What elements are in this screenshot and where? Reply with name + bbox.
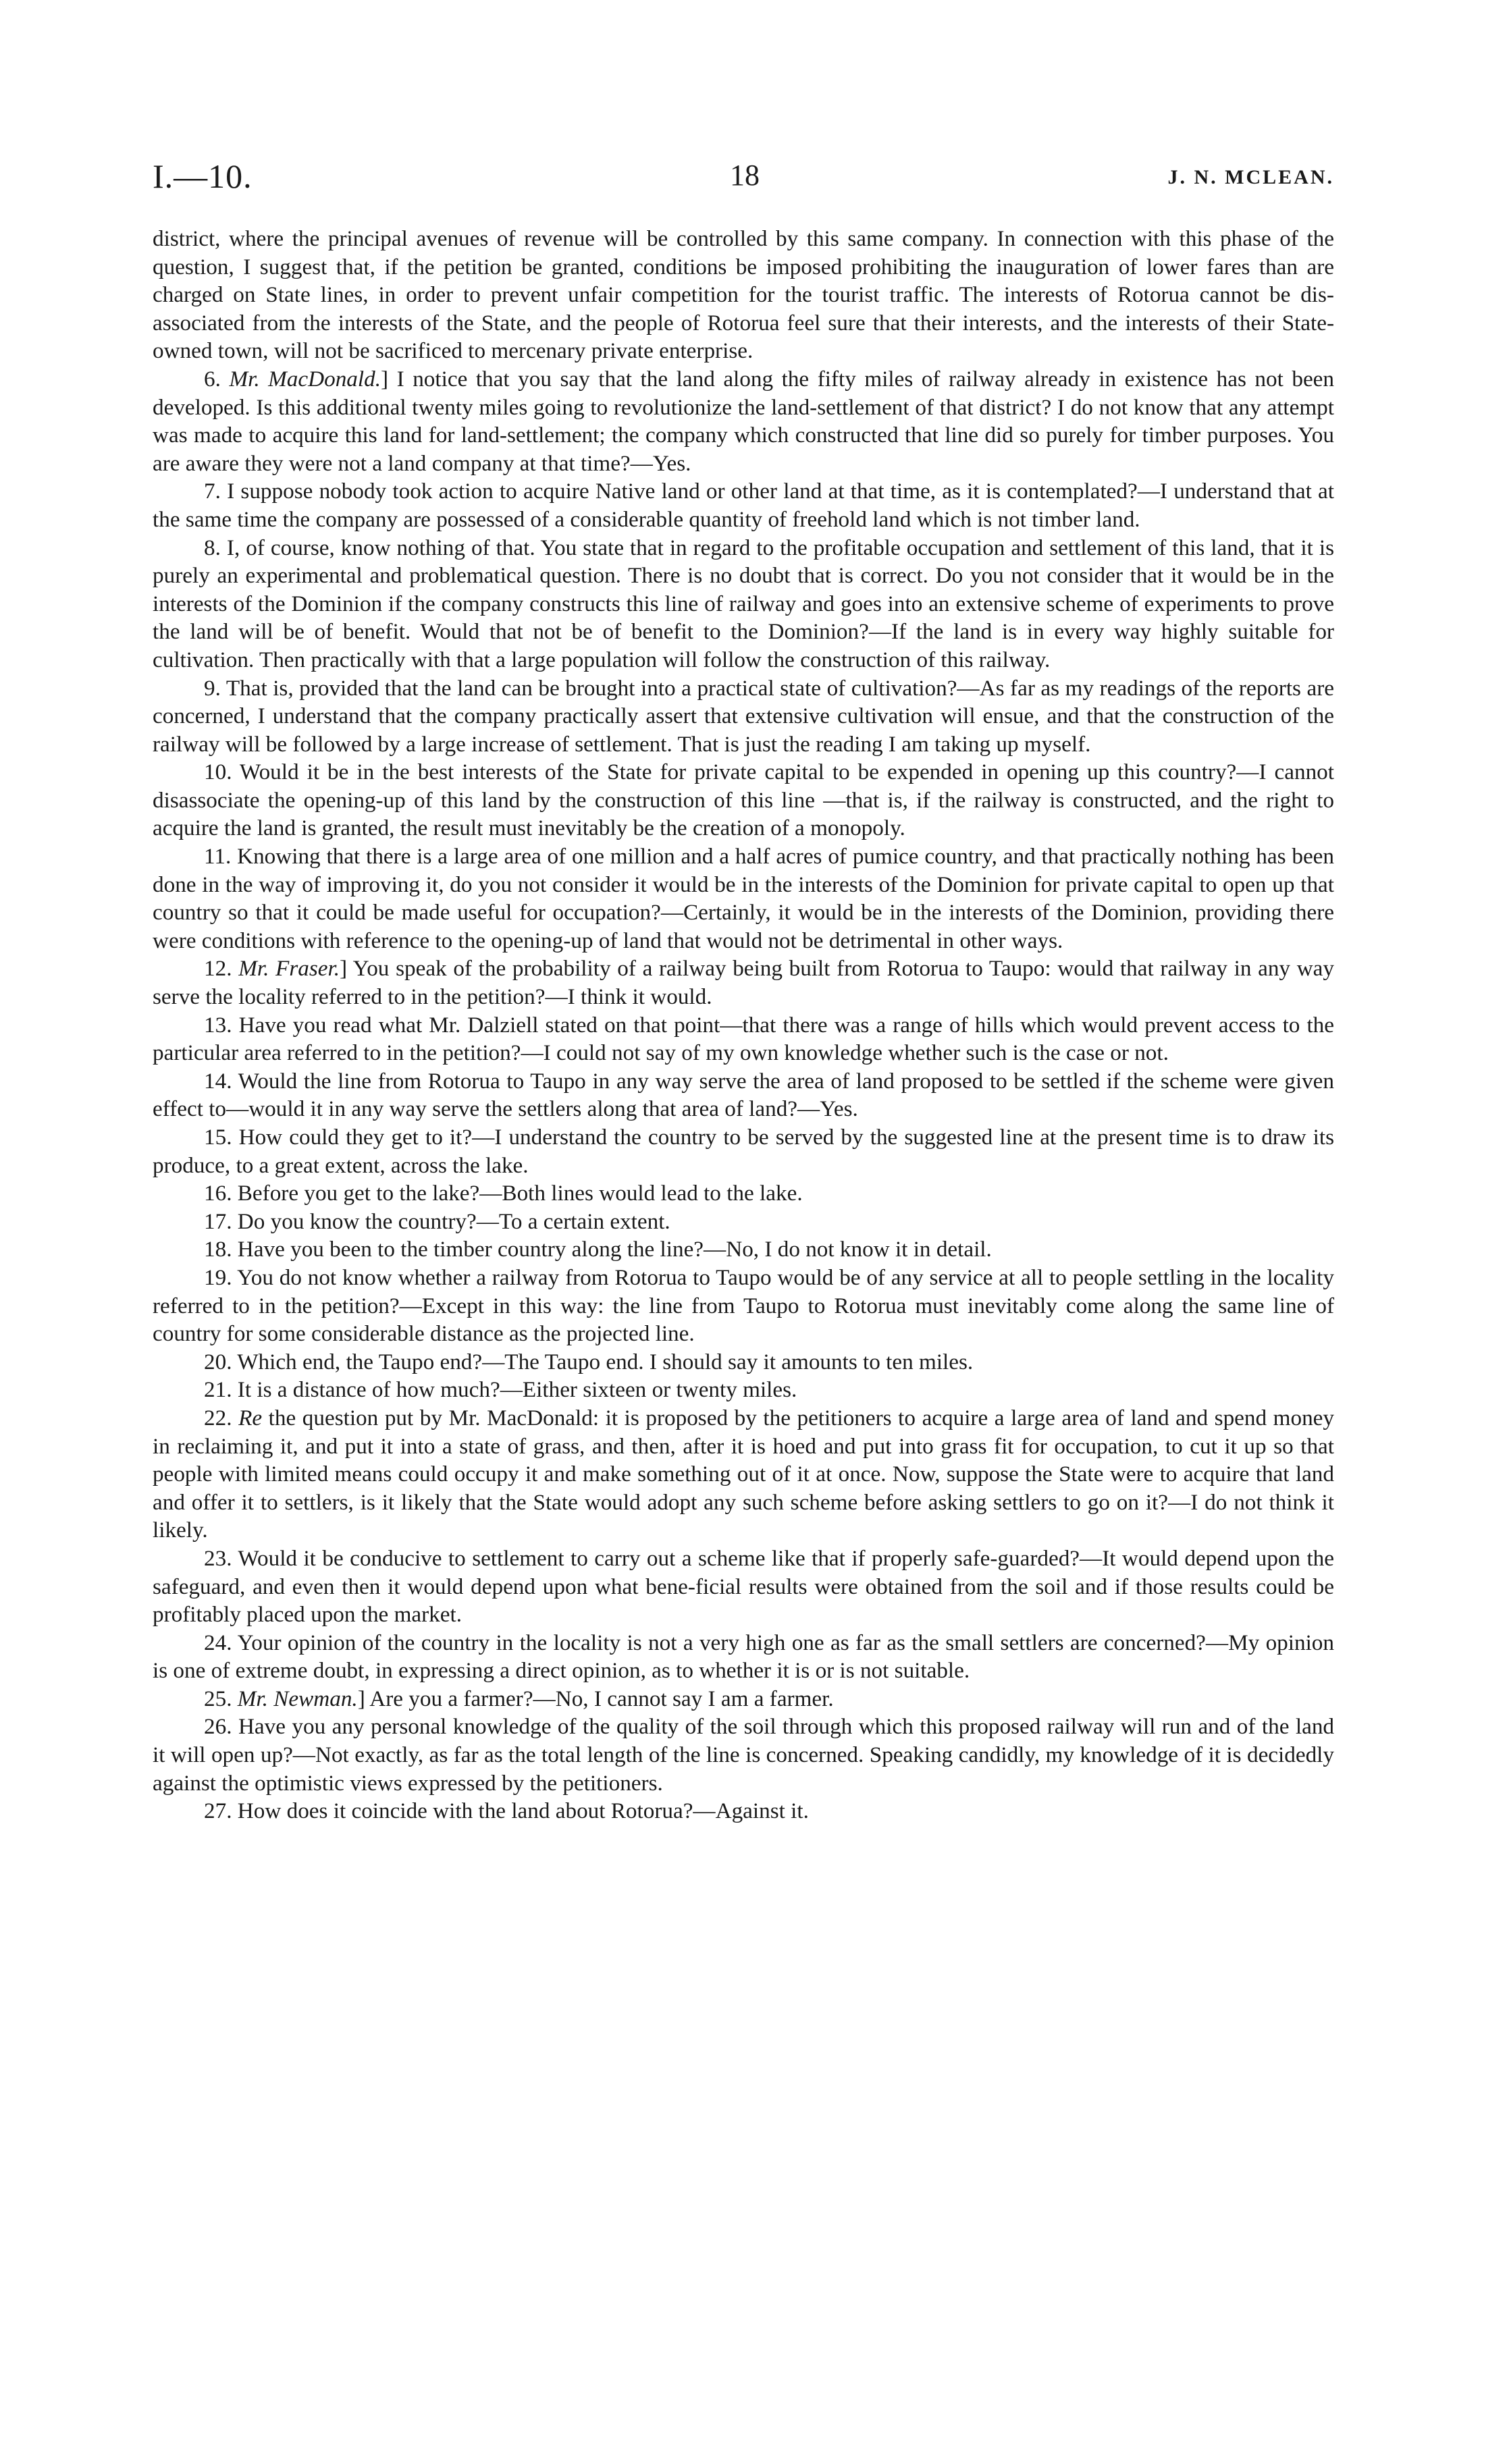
question-paragraph bbox=[153, 365, 1334, 477]
paper-reference: I.—10. bbox=[153, 157, 253, 195]
question-paragraph bbox=[153, 758, 1334, 842]
question-paragraph bbox=[153, 1067, 1334, 1123]
question-number: 23. bbox=[204, 1545, 232, 1571]
paragraph-text: I suppose nobody took action to acquire Native land or other land at that time, as it is contemplated?—I understand that at the same time the company are possessed of a considerable quantity of freehold land which is not timber land. bbox=[153, 479, 1334, 532]
question-number: 25. bbox=[204, 1686, 232, 1711]
question-number: 27. bbox=[204, 1798, 232, 1824]
paragraph-text: Which end, the Taupo end?—The Taupo end. I should say it amounts to ten miles. bbox=[237, 1349, 974, 1374]
question-paragraph bbox=[153, 1404, 1334, 1545]
paragraph-text: I notice that you say that the land along the fifty miles of railway already in existence has not been developed. Is this additional twenty miles going to revolutionize the land-settlement of that district? I do not know that any attempt was made to acquire this land for land-settlement; the company which constructed that line did so purely for timber purposes. You are aware they were not a land company at that time?—Yes. bbox=[153, 366, 1335, 476]
question-number: 12. bbox=[204, 956, 232, 982]
question-paragraph bbox=[153, 674, 1334, 759]
question-number: 22. bbox=[204, 1405, 232, 1430]
question-number: 19. bbox=[204, 1264, 232, 1290]
paragraph-text: Would it be in the best interests of the State for private capital to be expended in opening up this country?—I cannot disassociate the opening-up of this land by the construction of this line —that is, if the railway is constructed, and the right to acquire the land is granted, the result must inevitably be the creation of a monopoly. bbox=[153, 759, 1334, 841]
paragraph-text: Would it be conducive to settlement to carry out a scheme like that if properly safe-guarded?—It would depend upon the safeguard, and even then it would depend upon what bene-ficial results were obtained from the soil and if those results could be profitably placed upon the market. bbox=[153, 1545, 1334, 1628]
page-header bbox=[153, 157, 1334, 197]
question-paragraph bbox=[153, 477, 1334, 533]
testimony-body bbox=[153, 225, 1334, 1825]
paragraph-text: I, of course, know nothing of that. You state that in regard to the profitable occupation and settlement of this land, that it is purely an experimental and problematical question. There is no doubt that is correct. Do you not consider that it would be in the interests of the Dominion if the company constructs this line of railway and goes into an extensive scheme of experiments to prove the land will be of benefit. Would that not be of benefit to the Dominion?—If the land is in every way highly suitable for cultivation. Then practically with that a large population will follow the construction of this railway. bbox=[153, 535, 1335, 672]
question-number: 18. bbox=[204, 1237, 232, 1262]
question-paragraph bbox=[153, 1545, 1334, 1629]
paragraph-text: Do you know the country?—To a certain extent. bbox=[237, 1208, 670, 1234]
speaker-bracket: ] bbox=[340, 956, 348, 982]
paragraph-text: That is, provided that the land can be brought into a practical state of cultivation?—As far as my readings of the reports are concerned, I understand that the company practically assert that extensive cultivation will ensue, and that the construction of the railway will be followed by a large increase of settlement. That is just the reading I am taking up myself. bbox=[153, 675, 1335, 757]
speaker-name: Mr. Fraser. bbox=[238, 956, 340, 982]
question-paragraph bbox=[153, 955, 1334, 1011]
question-paragraph bbox=[153, 1713, 1334, 1797]
paragraph-text: How could they get to it?—I understand the country to be served by the suggested line at the present time is to draw its produce, to a great extent, across the lake. bbox=[153, 1125, 1335, 1178]
paragraph-text: Have you been to the timber country along the line?—No, I do not know it in detail. bbox=[237, 1237, 992, 1262]
speaker-name: Re bbox=[238, 1405, 263, 1430]
paragraph-text: It is a distance of how much?—Either sixteen or twenty miles. bbox=[237, 1377, 797, 1403]
question-number: 21. bbox=[204, 1377, 232, 1403]
question-paragraph bbox=[153, 1235, 1334, 1264]
question-number: 10. bbox=[204, 759, 232, 785]
speaker-bracket: ] bbox=[357, 1686, 365, 1711]
speaker-bracket: ] bbox=[381, 366, 389, 392]
question-paragraph bbox=[153, 1179, 1334, 1208]
question-number: 16. bbox=[204, 1181, 232, 1206]
question-number: 20. bbox=[204, 1349, 232, 1374]
paragraph-text: Knowing that there is a large area of one million and a half acres of pumice country, and that practically nothing has been done in the way of improving it, do you not consider it would be in the interests of the Dominion for private capital to open up that country so that it could be made useful for occupation?—Certainly, it would be in the interests of the Dominion, providing there were conditions with reference to the opening-up of land that would not be detrimental in other ways. bbox=[153, 844, 1334, 953]
paragraph-text: You do not know whether a railway from Rotorua to Taupo would be of any service at all to people settling in the locality referred to in the petition?—Except in this way: the line from Taupo to Rotorua must inevitably come along the same line of country for some considerable distance as the projected line. bbox=[153, 1264, 1334, 1347]
question-paragraph bbox=[153, 1685, 1334, 1713]
question-paragraph bbox=[153, 1348, 1334, 1376]
paragraph-text: Have you any personal knowledge of the quality of the soil through which this proposed railway will run and of the land it will open up?—Not exactly, as far as the total length of the line is concerned. Speaking candidly, my knowledge of it is decidedly against the optimistic views expressed by the petitioners. bbox=[153, 1714, 1335, 1796]
paragraph-text: How does it coincide with the land about Rotorua?—Against it. bbox=[237, 1798, 809, 1824]
question-paragraph bbox=[153, 1629, 1334, 1685]
question-number: 24. bbox=[204, 1630, 232, 1655]
page-number: 18 bbox=[730, 159, 760, 192]
speaker-name: Mr. Newman. bbox=[237, 1686, 358, 1711]
question-paragraph bbox=[153, 1264, 1334, 1348]
paragraph-text: Before you get to the lake?—Both lines would lead to the lake. bbox=[237, 1181, 803, 1206]
question-number: 9. bbox=[204, 675, 221, 701]
question-number: 6. bbox=[204, 366, 221, 392]
question-paragraph bbox=[153, 1797, 1334, 1825]
witness-name: J. N. MCLEAN. bbox=[1167, 166, 1334, 188]
question-paragraph bbox=[153, 1208, 1334, 1236]
question-paragraph bbox=[153, 842, 1334, 955]
question-number: 13. bbox=[204, 1012, 232, 1038]
question-number: 17. bbox=[204, 1208, 232, 1234]
speaker-name: Mr. MacDonald. bbox=[229, 366, 381, 392]
paragraph-text: the question put by Mr. MacDonald: it is proposed by the petitioners to acquire a large area of land and spend money in reclaiming it, and put it into a state of grass, and then, after it is hoed and put into grass fit for occupation, to cut it up so that people with limited means could occupy it and make something out of it at once. Now, suppose the State were to acquire that land and offer it to settlers, is it likely that the State would adopt any such scheme before asking settlers to go on it?—I do not think it likely. bbox=[153, 1405, 1334, 1543]
paragraph-text: You speak of the probability of a railway being built from Rotorua to Taupo: would that railway in any way serve the locality referred to in the petition?—I think it would. bbox=[153, 956, 1335, 1010]
question-number: 26. bbox=[204, 1714, 232, 1740]
paragraph-text: Would the line from Rotorua to Taupo in any way serve the area of land proposed to be settled if the scheme were given effect to—would it in any way serve the settlers along that area of land?—Yes. bbox=[153, 1068, 1334, 1122]
question-paragraph bbox=[153, 1123, 1334, 1179]
question-number: 14. bbox=[204, 1068, 232, 1094]
paragraph-text: Are you a farmer?—No, I cannot say I am a farmer. bbox=[369, 1686, 834, 1711]
paragraph-text: Have you read what Mr. Dalziell stated on that point—that there was a range of hills which would prevent access to the particular area referred to in the petition?—I could not say of my own knowledge whether such is the case or not. bbox=[153, 1012, 1335, 1066]
question-paragraph bbox=[153, 1376, 1334, 1404]
question-number: 11. bbox=[204, 844, 232, 869]
question-number: 7. bbox=[204, 479, 221, 504]
question-paragraph bbox=[153, 534, 1334, 674]
question-paragraph bbox=[153, 225, 1334, 365]
question-paragraph bbox=[153, 1011, 1334, 1067]
paragraph-text: district, where the principal avenues of revenue will be controlled by this same company. In connection with this phase of the question, I suggest that, if the petition be granted, conditions be imposed prohibiting the inauguration of lower fares than are charged on State lines, in order to prevent unfair competition for the tourist traffic. The interests of Rotorua cannot be dis-associated from the interests of the State, and the people of Rotorua feel sure that their interests, and the interests of their State-owned town, will not be sacrificed to mercenary private enterprise. bbox=[153, 226, 1334, 364]
question-number: 8. bbox=[204, 535, 221, 560]
question-number: 15. bbox=[204, 1125, 232, 1150]
paragraph-text: Your opinion of the country in the locality is not a very high one as far as the small settlers are concerned?—My opinion is one of extreme doubt, in expressing a direct opinion, as to whether it is or is not suitable. bbox=[153, 1630, 1334, 1684]
